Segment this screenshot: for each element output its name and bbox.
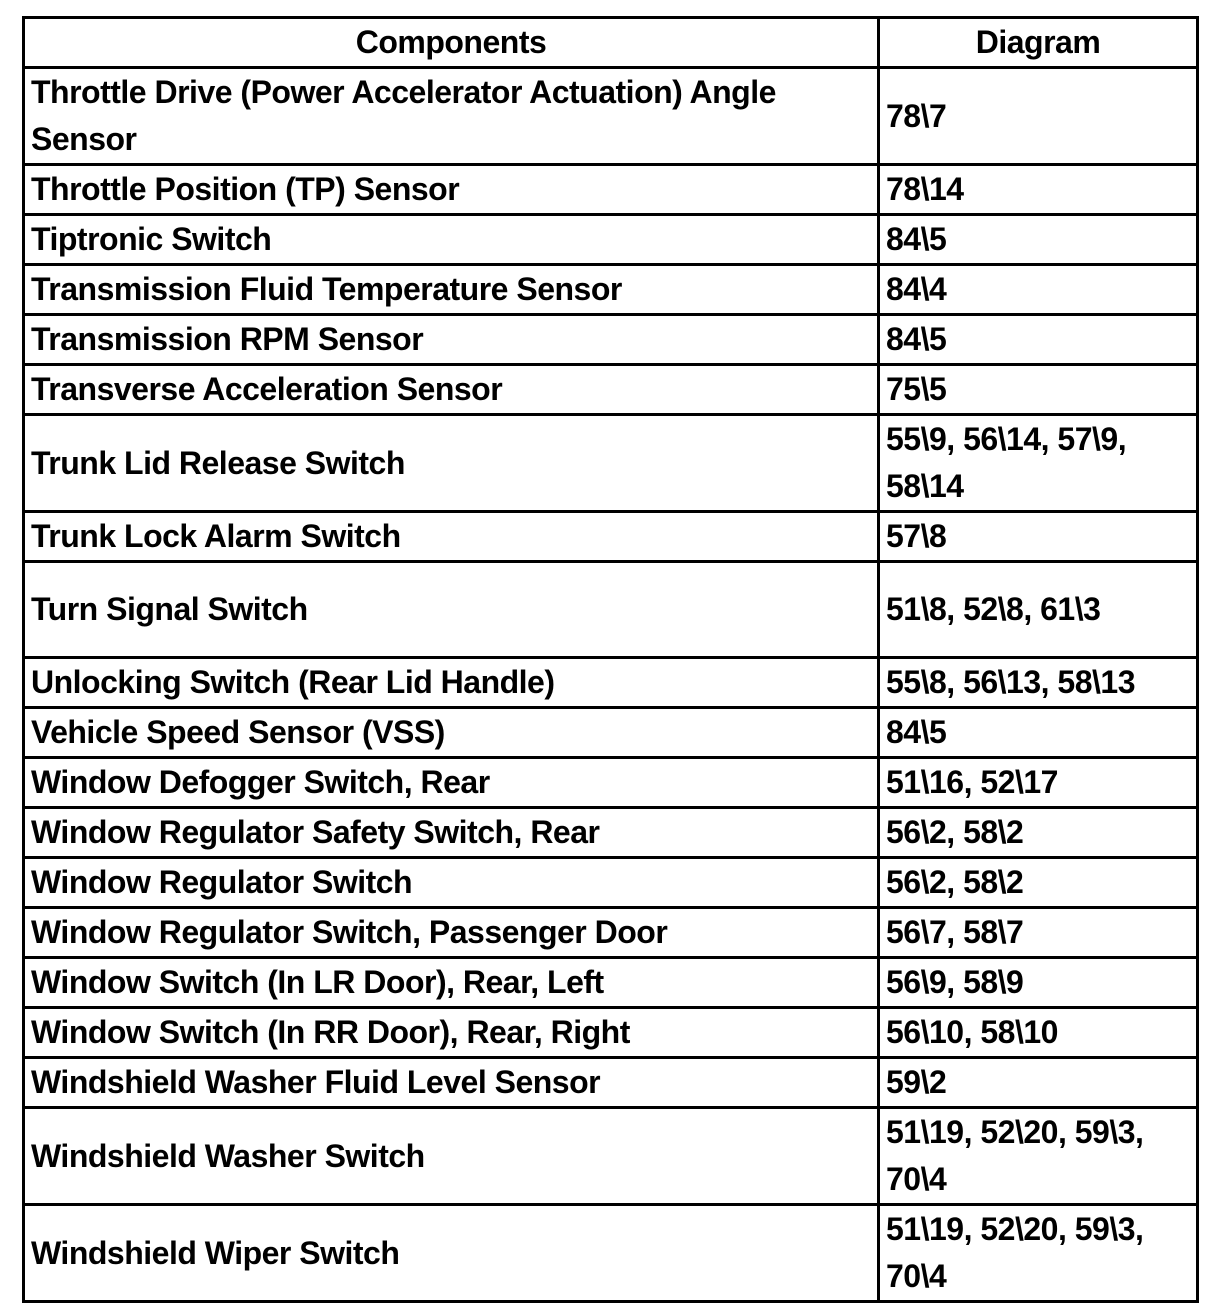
component-cell: Trunk Lock Alarm Switch [24, 512, 879, 562]
component-cell: Vehicle Speed Sensor (VSS) [24, 708, 879, 758]
diagram-cell: 51\8, 52\8, 61\3 [879, 562, 1198, 658]
header-diagram: Diagram [879, 18, 1198, 68]
diagram-cell: 56\7, 58\7 [879, 908, 1198, 958]
component-cell: Turn Signal Switch [24, 562, 879, 658]
component-cell: Windshield Washer Switch [24, 1108, 879, 1205]
diagram-cell: 51\19, 52\20, 59\3, 70\4 [879, 1108, 1198, 1205]
component-cell: Window Regulator Switch [24, 858, 879, 908]
table-row [24, 68, 1198, 165]
components-table [22, 16, 1199, 1303]
diagram-cell: 78\7 [879, 68, 1198, 165]
component-cell: Trunk Lid Release Switch [24, 415, 879, 512]
table-row [24, 708, 1198, 758]
header-row [24, 18, 1198, 68]
table-row [24, 165, 1198, 215]
table-row [24, 512, 1198, 562]
diagram-cell: 84\5 [879, 315, 1198, 365]
table-row [24, 215, 1198, 265]
component-cell: Windshield Washer Fluid Level Sensor [24, 1058, 879, 1108]
component-cell: Windshield Wiper Switch [24, 1205, 879, 1302]
component-cell: Throttle Position (TP) Sensor [24, 165, 879, 215]
component-cell: Window Regulator Switch, Passenger Door [24, 908, 879, 958]
table-row [24, 658, 1198, 708]
diagram-cell: 78\14 [879, 165, 1198, 215]
table-row [24, 415, 1198, 512]
diagram-cell: 55\9, 56\14, 57\9, 58\14 [879, 415, 1198, 512]
diagram-cell: 51\19, 52\20, 59\3, 70\4 [879, 1205, 1198, 1302]
component-cell: Window Switch (In RR Door), Rear, Right [24, 1008, 879, 1058]
component-cell: Transmission Fluid Temperature Sensor [24, 265, 879, 315]
diagram-cell: 56\2, 58\2 [879, 808, 1198, 858]
table-row [24, 1108, 1198, 1205]
table-row [24, 265, 1198, 315]
diagram-cell: 84\5 [879, 708, 1198, 758]
component-cell: Window Regulator Safety Switch, Rear [24, 808, 879, 858]
diagram-cell: 57\8 [879, 512, 1198, 562]
diagram-cell: 56\2, 58\2 [879, 858, 1198, 908]
table-row [24, 808, 1198, 858]
diagram-cell: 56\10, 58\10 [879, 1008, 1198, 1058]
diagram-cell: 55\8, 56\13, 58\13 [879, 658, 1198, 708]
diagram-cell: 51\16, 52\17 [879, 758, 1198, 808]
table-row [24, 858, 1198, 908]
diagram-cell: 56\9, 58\9 [879, 958, 1198, 1008]
table-row [24, 562, 1198, 658]
component-cell: Transverse Acceleration Sensor [24, 365, 879, 415]
diagram-cell: 84\5 [879, 215, 1198, 265]
header-components: Components [24, 18, 879, 68]
component-cell: Tiptronic Switch [24, 215, 879, 265]
table-row [24, 758, 1198, 808]
diagram-cell: 59\2 [879, 1058, 1198, 1108]
diagram-cell: 75\5 [879, 365, 1198, 415]
table-row [24, 365, 1198, 415]
diagram-cell: 84\4 [879, 265, 1198, 315]
table-row [24, 1008, 1198, 1058]
component-cell: Transmission RPM Sensor [24, 315, 879, 365]
component-cell: Throttle Drive (Power Accelerator Actuation) Angle Sensor [24, 68, 879, 165]
table-row [24, 1058, 1198, 1108]
components-table-container [22, 16, 1196, 1303]
table-row [24, 1205, 1198, 1302]
table-row [24, 958, 1198, 1008]
component-cell: Unlocking Switch (Rear Lid Handle) [24, 658, 879, 708]
table-row [24, 908, 1198, 958]
table-row [24, 315, 1198, 365]
component-cell: Window Defogger Switch, Rear [24, 758, 879, 808]
table-body [24, 68, 1198, 1302]
component-cell: Window Switch (In LR Door), Rear, Left [24, 958, 879, 1008]
